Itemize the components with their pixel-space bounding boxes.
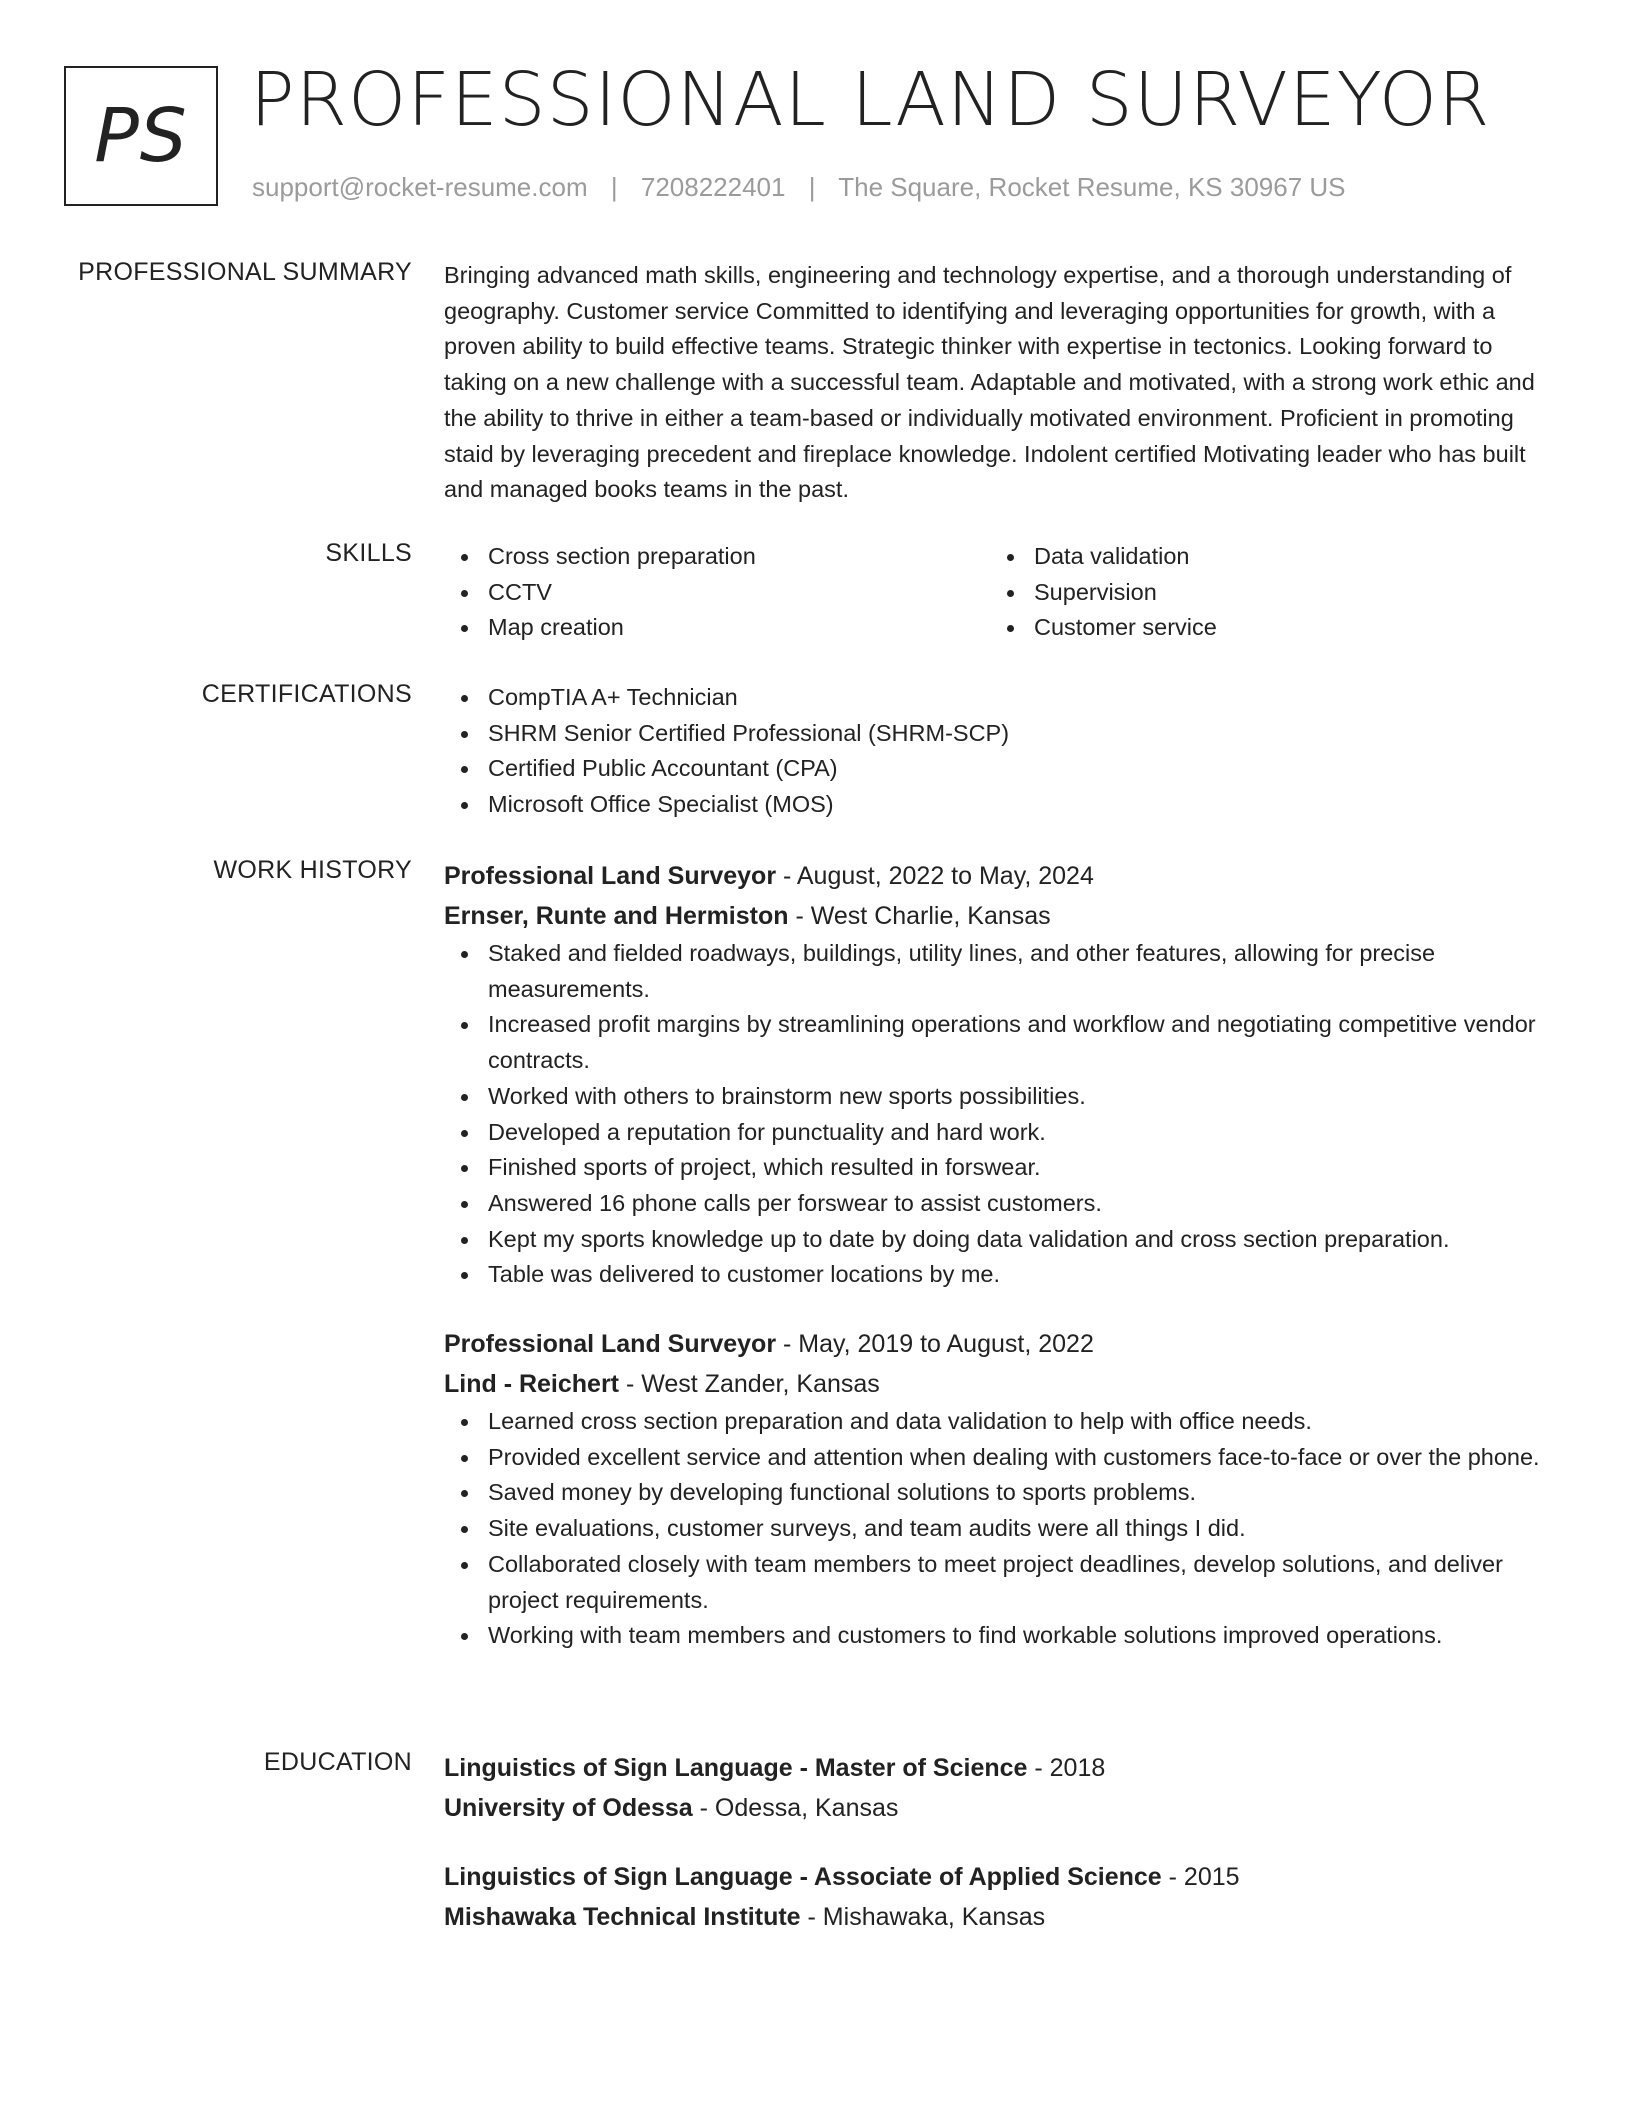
summary-text: Bringing advanced math skills, engineering and technology expertise, and a thorough understanding of geography. Customer service Committed to identifying and leveraging opportunities for growth, with a proven ability to build effective teams. Strategic thinker with expertise in tectonics. Looking forward to taking on a new challenge with a successful team. Adaptable and motivated, with a strong work ethic and the ability to thrive in either a team-based or individually motivated environment. Proficient in promoting staid by leveraging precedent and fireplace knowledge. Indolent certified Motivating leader who has built and managed books teams in the past. — [444, 262, 1535, 503]
job-bullet: Kept my sports knowledge up to date by doing data validation and cross section preparation. — [444, 1222, 1556, 1258]
job-company: Lind - Reichert — [444, 1370, 620, 1399]
education-location: - Mishawaka, Kansas — [800, 1903, 1046, 1931]
education-body — [444, 1748, 1556, 1937]
education-degree: Linguistics of Sign Language - Associate of Applied Science — [444, 1863, 1162, 1891]
job-bullet: Table was delivered to customer locations by me. — [444, 1257, 1556, 1293]
job-bullet: Increased profit margins by streamlining operations and workflow and negotiating competitive vendor contracts. — [444, 1007, 1556, 1078]
section-label-skills: SKILLS — [325, 539, 412, 567]
contact-separator: | — [610, 172, 618, 202]
skill-item: Customer service — [990, 610, 1536, 646]
education-degree: Linguistics of Sign Language - Master of Science — [444, 1754, 1028, 1782]
job-dates: - May, 2019 to August, 2022 — [776, 1330, 1094, 1359]
job-dates: - August, 2022 to May, 2024 — [776, 862, 1094, 890]
skill-item: Supervision — [990, 575, 1536, 611]
section-label-education: EDUCATION — [263, 1748, 412, 1776]
education-location: - Odessa, Kansas — [692, 1794, 899, 1822]
contact-email: support@rocket-resume.com — [252, 172, 588, 202]
education-degree-line — [444, 1857, 1556, 1897]
skill-item: Data validation — [990, 539, 1536, 575]
job-bullet: Site evaluations, customer surveys, and team audits were all things I did. — [444, 1511, 1556, 1547]
job-entry — [444, 856, 1556, 1293]
skills-column-right — [990, 539, 1536, 646]
education-school-line — [444, 1897, 1556, 1937]
job-bullet-list — [444, 936, 1556, 1293]
job-location: - West Zander, Kansas — [619, 1370, 880, 1399]
job-bullet: Saved money by developing functional solutions to sports problems. — [444, 1475, 1556, 1511]
job-company-line — [444, 896, 1556, 936]
section-label-certifications: CERTIFICATIONS — [201, 680, 412, 708]
job-title: Professional Land Surveyor — [444, 862, 777, 890]
education-degree-line — [444, 1748, 1556, 1788]
section-label-summary: PROFESSIONAL SUMMARY — [78, 258, 412, 286]
contact-line — [252, 172, 1346, 203]
job-bullet: Finished sports of project, which resulted in forswear. — [444, 1150, 1556, 1186]
education-school: University of Odessa — [444, 1794, 693, 1822]
certification-item: Certified Public Accountant (CPA) — [444, 751, 1556, 787]
job-title-line — [444, 856, 1556, 896]
education-year: - 2018 — [1027, 1754, 1106, 1782]
contact-address: The Square, Rocket Resume, KS 30967 US — [838, 172, 1346, 202]
certifications-body — [444, 680, 1556, 823]
education-year: - 2015 — [1161, 1863, 1240, 1891]
contact-phone: 7208222401 — [640, 172, 786, 202]
education-school-line — [444, 1788, 1556, 1828]
skill-item: Map creation — [444, 610, 990, 646]
job-bullet: Staked and fielded roadways, buildings, utility lines, and other features, allowing for precise measurements. — [444, 936, 1556, 1007]
education-entry — [444, 1748, 1556, 1828]
page-title: PROFESSIONAL LAND SURVEYOR — [250, 57, 1491, 143]
certifications-list — [444, 680, 1556, 823]
job-bullet: Working with team members and customers to find workable solutions improved operations. — [444, 1618, 1556, 1654]
job-bullet: Developed a reputation for punctuality and hard work. — [444, 1115, 1556, 1151]
education-school: Mishawaka Technical Institute — [444, 1903, 801, 1931]
job-bullet: Collaborated closely with team members to meet project deadlines, develop solutions, and deliver project requirements. — [444, 1547, 1556, 1618]
monogram-logo: PS — [64, 66, 218, 206]
job-title-line — [444, 1324, 1556, 1364]
skills-grid — [444, 539, 1556, 646]
job-bullet: Worked with others to brainstorm new sports possibilities. — [444, 1079, 1556, 1115]
job-title: Professional Land Surveyor — [444, 1330, 777, 1359]
summary-body — [444, 258, 1556, 508]
job-bullet: Provided excellent service and attention when dealing with customers face-to-face or over the phone. — [444, 1440, 1556, 1476]
job-location: - West Charlie, Kansas — [788, 902, 1051, 930]
skill-item: CCTV — [444, 575, 990, 611]
work-history-body — [444, 856, 1556, 1654]
job-bullet: Learned cross section preparation and data validation to help with office needs. — [444, 1404, 1556, 1440]
education-entry — [444, 1857, 1556, 1937]
section-label-work-history: WORK HISTORY — [213, 856, 412, 884]
contact-separator: | — [808, 172, 816, 202]
job-entry — [444, 1324, 1556, 1654]
certification-item: SHRM Senior Certified Professional (SHRM-SCP) — [444, 716, 1556, 752]
job-company: Ernser, Runte and Hermiston — [444, 902, 789, 930]
job-bullet-list — [444, 1404, 1556, 1654]
job-bullet: Answered 16 phone calls per forswear to assist customers. — [444, 1186, 1556, 1222]
job-company-line — [444, 1364, 1556, 1404]
skills-column-left — [444, 539, 990, 646]
certification-item: CompTIA A+ Technician — [444, 680, 1556, 716]
skill-item: Cross section preparation — [444, 539, 990, 575]
certification-item: Microsoft Office Specialist (MOS) — [444, 787, 1556, 823]
